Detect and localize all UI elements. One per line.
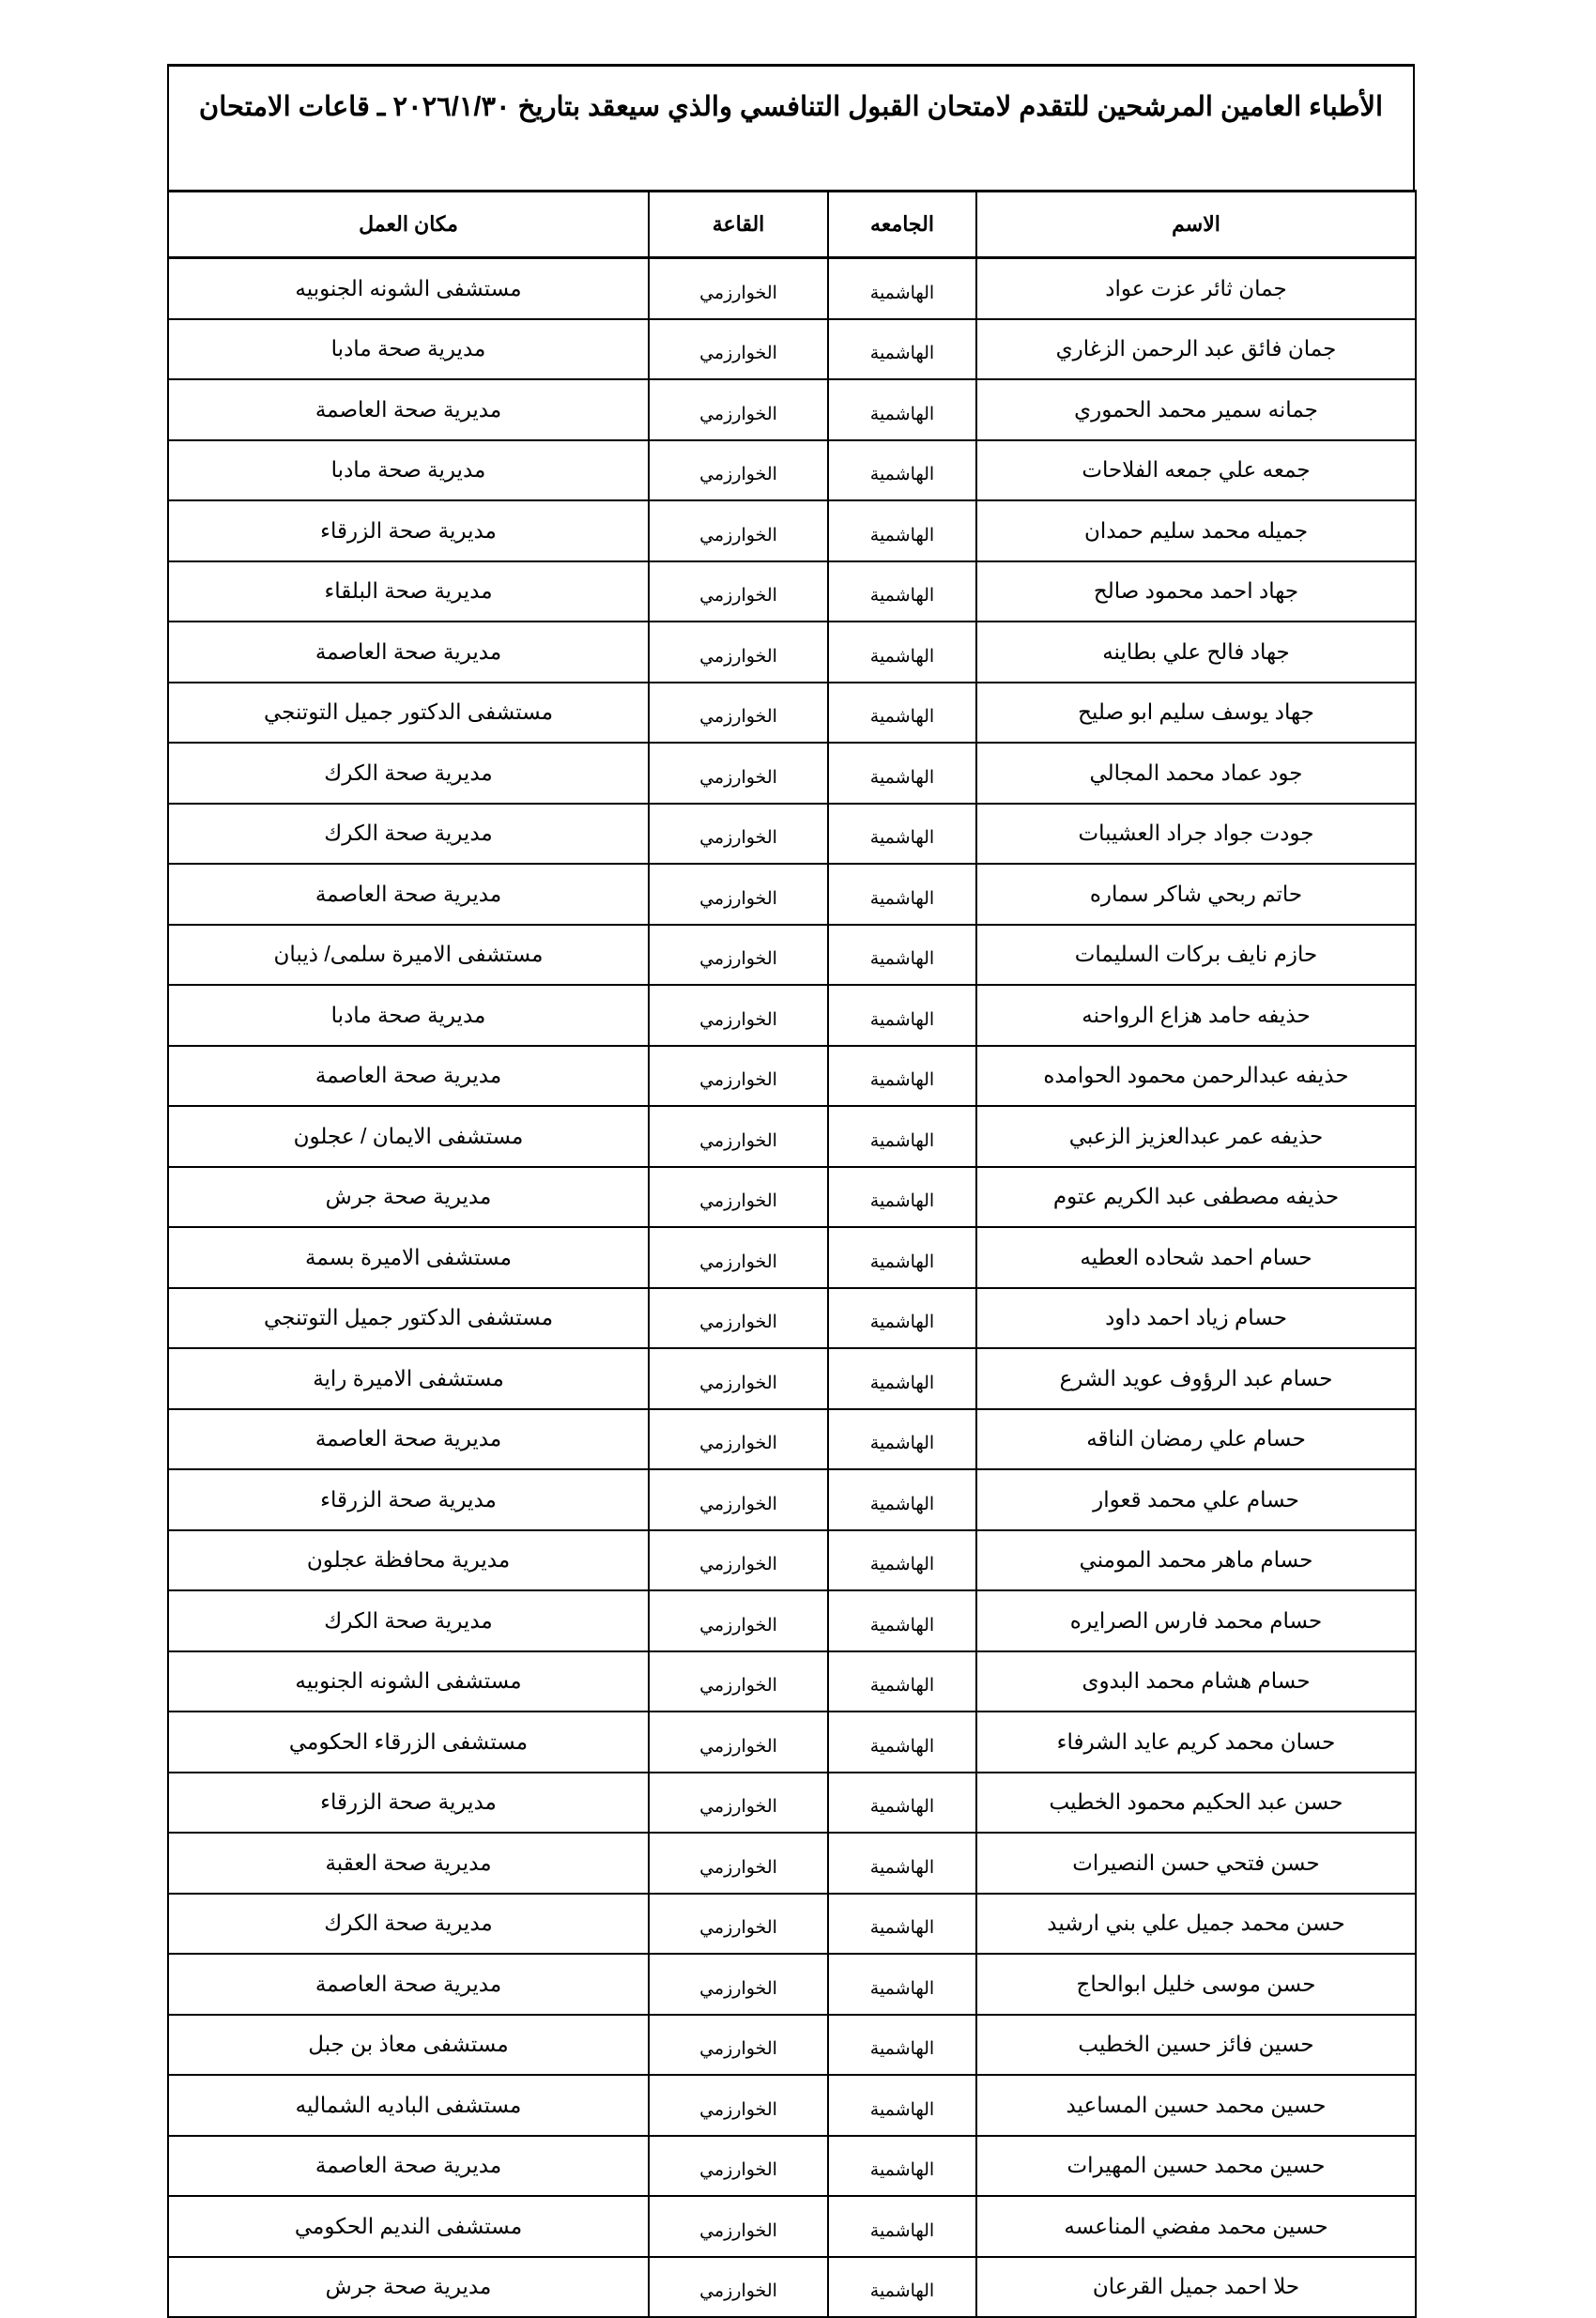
table-row — [168, 258, 1416, 319]
table-row — [168, 2075, 1416, 2136]
candidates-table — [167, 190, 1417, 2318]
cell-university: الهاشمية — [828, 1288, 976, 1349]
cell-name: حسين محمد مفضي المناعسه — [976, 2196, 1416, 2257]
cell-workplace: مديرية صحة العاصمة — [168, 1409, 649, 1470]
table-row — [168, 1833, 1416, 1894]
cell-name: حسام ماهر محمد المومني — [976, 1530, 1416, 1591]
cell-name: حسان محمد كريم عايد الشرفاء — [976, 1712, 1416, 1773]
cell-name: حسين محمد حسين المهيرات — [976, 2136, 1416, 2197]
cell-name: حسام محمد فارس الصرايره — [976, 1590, 1416, 1651]
cell-workplace: مديرية صحة مادبا — [168, 985, 649, 1046]
cell-hall: الخوارزمي — [649, 804, 828, 865]
cell-university: الهاشمية — [828, 1227, 976, 1288]
cell-hall: الخوارزمي — [649, 379, 828, 440]
table-row — [168, 2015, 1416, 2076]
cell-university: الهاشمية — [828, 1469, 976, 1530]
cell-workplace: مديرية صحة العاصمة — [168, 864, 649, 925]
cell-university: الهاشمية — [828, 683, 976, 744]
cell-university: الهاشمية — [828, 1954, 976, 2015]
cell-workplace: مديرية صحة الزرقاء — [168, 1469, 649, 1530]
cell-name: حذيفه عبدالرحمن محمود الحوامده — [976, 1046, 1416, 1107]
table-row — [168, 2196, 1416, 2257]
cell-workplace: مديرية صحة جرش — [168, 1167, 649, 1228]
cell-workplace: مستشفى الدكتور جميل التوتنجي — [168, 1288, 649, 1349]
cell-workplace: مستشفى الاميرة راية — [168, 1348, 649, 1409]
cell-name: حسام علي رمضان الناقه — [976, 1409, 1416, 1470]
cell-hall: الخوارزمي — [649, 622, 828, 683]
cell-university: الهاشمية — [828, 2257, 976, 2318]
cell-workplace: مستشفى الدكتور جميل التوتنجي — [168, 683, 649, 744]
table-row — [168, 1469, 1416, 1530]
table-row — [168, 2257, 1416, 2318]
table-row — [168, 1106, 1416, 1167]
cell-university: الهاشمية — [828, 500, 976, 561]
table-row — [168, 319, 1416, 380]
cell-hall: الخوارزمي — [649, 683, 828, 744]
cell-university: الهاشمية — [828, 379, 976, 440]
cell-name: جمان ثائر عزت عواد — [976, 258, 1416, 319]
header-name: الاسم — [976, 192, 1416, 258]
cell-hall: الخوارزمي — [649, 2075, 828, 2136]
cell-name: جودت جواد جراد العشيبات — [976, 804, 1416, 865]
cell-hall: الخوارزمي — [649, 1288, 828, 1349]
cell-university: الهاشمية — [828, 1773, 976, 1834]
cell-hall: الخوارزمي — [649, 561, 828, 622]
cell-workplace: مستشفى معاذ بن جبل — [168, 2015, 649, 2076]
cell-university: الهاشمية — [828, 1833, 976, 1894]
cell-name: حسام احمد شحاده العطيه — [976, 1227, 1416, 1288]
cell-workplace: مديرية صحة الكرك — [168, 1894, 649, 1955]
candidates-sheet — [167, 64, 1415, 2318]
cell-workplace: مستشفى الاميرة سلمى/ ذيبان — [168, 925, 649, 986]
cell-name: حلا احمد جميل القرعان — [976, 2257, 1416, 2318]
cell-workplace: مستشفى النديم الحكومي — [168, 2196, 649, 2257]
cell-workplace: مديرية صحة العاصمة — [168, 622, 649, 683]
cell-name: حذيفه عمر عبدالعزيز الزعبي — [976, 1106, 1416, 1167]
cell-workplace: مستشفى الشونه الجنوبيه — [168, 258, 649, 319]
cell-name: جهاد فالح علي بطاينه — [976, 622, 1416, 683]
table-row — [168, 561, 1416, 622]
cell-university: الهاشمية — [828, 1894, 976, 1955]
cell-workplace: مديرية صحة جرش — [168, 2257, 649, 2318]
cell-university: الهاشمية — [828, 804, 976, 865]
cell-university: الهاشمية — [828, 561, 976, 622]
table-row — [168, 1894, 1416, 1955]
table-row — [168, 864, 1416, 925]
cell-name: حسام هشام محمد البدوى — [976, 1651, 1416, 1712]
cell-university: الهاشمية — [828, 2075, 976, 2136]
table-row — [168, 500, 1416, 561]
table-row — [168, 1954, 1416, 2015]
cell-name: حسن فتحي حسن النصيرات — [976, 1833, 1416, 1894]
cell-hall: الخوارزمي — [649, 1954, 828, 2015]
cell-name: حسن محمد جميل علي بني ارشيد — [976, 1894, 1416, 1955]
cell-name: جميله محمد سليم حمدان — [976, 500, 1416, 561]
cell-hall: الخوارزمي — [649, 1773, 828, 1834]
cell-hall: الخوارزمي — [649, 925, 828, 986]
cell-name: جهاد يوسف سليم ابو صليح — [976, 683, 1416, 744]
cell-hall: الخوارزمي — [649, 2015, 828, 2076]
document-title: الأطباء العامين المرشحين للتقدم لامتحان القبول التنافسي والذي سيعقد بتاريخ ٢٠٢٦/١/٣٠ ـ قاعات الامتحان — [167, 64, 1415, 190]
cell-workplace: مديرية صحة الزرقاء — [168, 1773, 649, 1834]
cell-workplace: مديرية صحة العاصمة — [168, 379, 649, 440]
table-row — [168, 379, 1416, 440]
cell-workplace: مستشفى الزرقاء الحكومي — [168, 1712, 649, 1773]
cell-hall: الخوارزمي — [649, 985, 828, 1046]
cell-hall: الخوارزمي — [649, 500, 828, 561]
cell-university: الهاشمية — [828, 440, 976, 501]
table-row — [168, 743, 1416, 804]
cell-name: حسام زياد احمد داود — [976, 1288, 1416, 1349]
cell-name: حذيفه حامد هزاع الرواحنه — [976, 985, 1416, 1046]
cell-workplace: مديرية صحة الكرك — [168, 743, 649, 804]
cell-name: جمانه سمير محمد الحموري — [976, 379, 1416, 440]
table-row — [168, 1712, 1416, 1773]
cell-name: حاتم ربحي شاكر سماره — [976, 864, 1416, 925]
cell-university: الهاشمية — [828, 1106, 976, 1167]
cell-name: جمعه علي جمعه الفلاحات — [976, 440, 1416, 501]
cell-workplace: مديرية محافظة عجلون — [168, 1530, 649, 1591]
table-row — [168, 1409, 1416, 1470]
table-row — [168, 622, 1416, 683]
cell-university: الهاشمية — [828, 2196, 976, 2257]
cell-university: الهاشمية — [828, 319, 976, 380]
cell-hall: الخوارزمي — [649, 1833, 828, 1894]
cell-university: الهاشمية — [828, 1167, 976, 1228]
cell-workplace: مديرية صحة العقبة — [168, 1833, 649, 1894]
table-row — [168, 2136, 1416, 2197]
cell-university: الهاشمية — [828, 1530, 976, 1591]
cell-hall: الخوارزمي — [649, 319, 828, 380]
table-row — [168, 1167, 1416, 1228]
cell-university: الهاشمية — [828, 985, 976, 1046]
cell-university: الهاشمية — [828, 258, 976, 319]
cell-workplace: مديرية صحة العاصمة — [168, 2136, 649, 2197]
header-workplace: مكان العمل — [168, 192, 649, 258]
cell-university: الهاشمية — [828, 622, 976, 683]
cell-name: حسين محمد حسين المساعيد — [976, 2075, 1416, 2136]
cell-university: الهاشمية — [828, 1409, 976, 1470]
cell-university: الهاشمية — [828, 1590, 976, 1651]
cell-hall: الخوارزمي — [649, 1712, 828, 1773]
cell-university: الهاشمية — [828, 1651, 976, 1712]
cell-university: الهاشمية — [828, 864, 976, 925]
cell-workplace: مستشفى الاميرة بسمة — [168, 1227, 649, 1288]
cell-name: جمان فائق عبد الرحمن الزغاري — [976, 319, 1416, 380]
table-row — [168, 985, 1416, 1046]
table-row — [168, 1046, 1416, 1107]
cell-workplace: مديرية صحة الزرقاء — [168, 500, 649, 561]
cell-hall: الخوارزمي — [649, 1227, 828, 1288]
cell-name: حسام عبد الرؤوف عويد الشرع — [976, 1348, 1416, 1409]
cell-hall: الخوارزمي — [649, 2136, 828, 2197]
cell-hall: الخوارزمي — [649, 1894, 828, 1955]
table-row — [168, 1590, 1416, 1651]
cell-name: جود عماد محمد المجالي — [976, 743, 1416, 804]
cell-workplace: مديرية صحة البلقاء — [168, 561, 649, 622]
cell-hall: الخوارزمي — [649, 1348, 828, 1409]
cell-workplace: مديرية صحة الكرك — [168, 804, 649, 865]
cell-workplace: مستشفى الباديه الشماليه — [168, 2075, 649, 2136]
cell-university: الهاشمية — [828, 925, 976, 986]
cell-workplace: مستشفى الشونه الجنوبيه — [168, 1651, 649, 1712]
cell-name: جهاد احمد محمود صالح — [976, 561, 1416, 622]
cell-hall: الخوارزمي — [649, 1469, 828, 1530]
cell-hall: الخوارزمي — [649, 864, 828, 925]
table-row — [168, 1773, 1416, 1834]
cell-name: حسن موسى خليل ابوالحاج — [976, 1954, 1416, 2015]
cell-hall: الخوارزمي — [649, 1167, 828, 1228]
cell-university: الهاشمية — [828, 1712, 976, 1773]
cell-name: حسين فائز حسين الخطيب — [976, 2015, 1416, 2076]
cell-hall: الخوارزمي — [649, 743, 828, 804]
cell-name: حسن عبد الحكيم محمود الخطيب — [976, 1773, 1416, 1834]
cell-hall: الخوارزمي — [649, 1590, 828, 1651]
cell-hall: الخوارزمي — [649, 1530, 828, 1591]
header-hall: القاعة — [649, 192, 828, 258]
table-row — [168, 925, 1416, 986]
cell-name: حازم نايف بركات السليمات — [976, 925, 1416, 986]
cell-hall: الخوارزمي — [649, 2196, 828, 2257]
table-row — [168, 1530, 1416, 1591]
cell-university: الهاشمية — [828, 743, 976, 804]
header-row — [168, 192, 1416, 258]
table-row — [168, 440, 1416, 501]
cell-hall: الخوارزمي — [649, 1651, 828, 1712]
table-row — [168, 1227, 1416, 1288]
table-row — [168, 804, 1416, 865]
cell-workplace: مديرية صحة مادبا — [168, 440, 649, 501]
cell-workplace: مديرية صحة الكرك — [168, 1590, 649, 1651]
cell-name: حذيفه مصطفى عبد الكريم عتوم — [976, 1167, 1416, 1228]
cell-hall: الخوارزمي — [649, 440, 828, 501]
table-row — [168, 1651, 1416, 1712]
cell-university: الهاشمية — [828, 2136, 976, 2197]
cell-workplace: مديرية صحة مادبا — [168, 319, 649, 380]
table-row — [168, 1288, 1416, 1349]
cell-workplace: مستشفى الايمان / عجلون — [168, 1106, 649, 1167]
cell-university: الهاشمية — [828, 2015, 976, 2076]
cell-hall: الخوارزمي — [649, 258, 828, 319]
cell-name: حسام علي محمد قعوار — [976, 1469, 1416, 1530]
cell-university: الهاشمية — [828, 1348, 976, 1409]
table-row — [168, 1348, 1416, 1409]
table-row — [168, 683, 1416, 744]
cell-hall: الخوارزمي — [649, 1409, 828, 1470]
cell-workplace: مديرية صحة العاصمة — [168, 1046, 649, 1107]
cell-university: الهاشمية — [828, 1046, 976, 1107]
cell-hall: الخوارزمي — [649, 2257, 828, 2318]
cell-hall: الخوارزمي — [649, 1046, 828, 1107]
cell-workplace: مديرية صحة العاصمة — [168, 1954, 649, 2015]
header-university: الجامعه — [828, 192, 976, 258]
cell-hall: الخوارزمي — [649, 1106, 828, 1167]
